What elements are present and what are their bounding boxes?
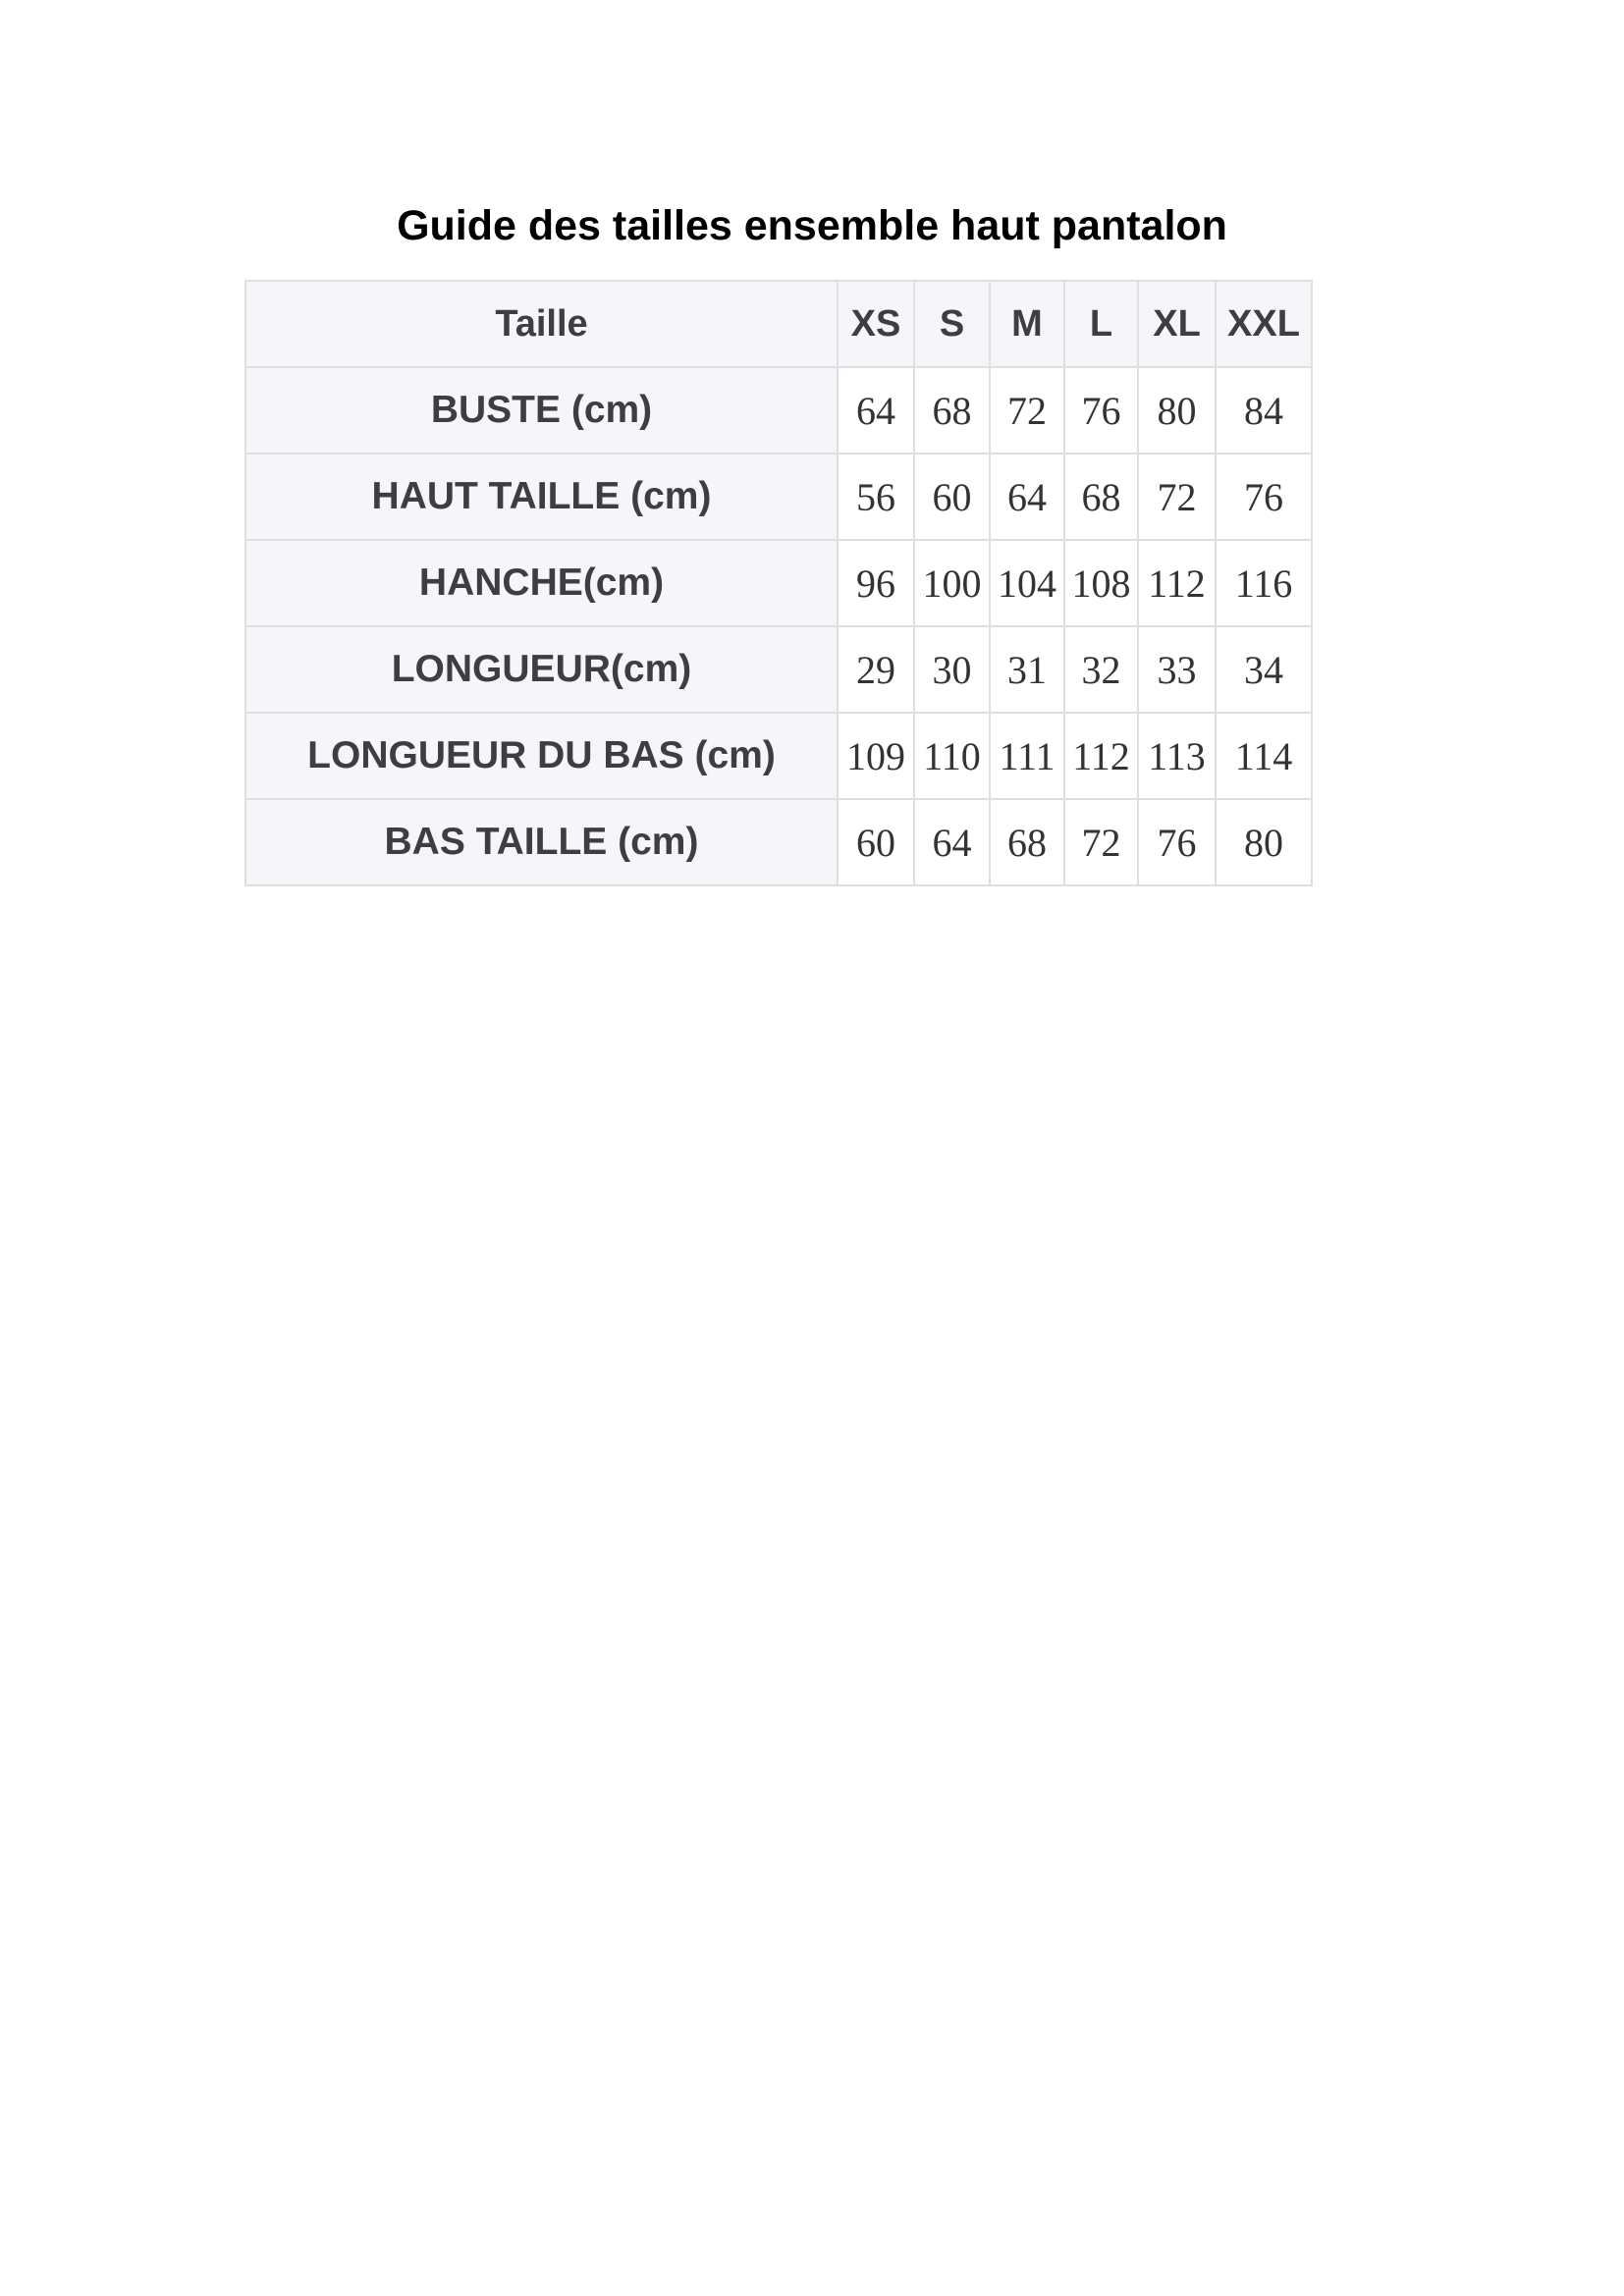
table-row-bas-taille [245, 799, 1312, 885]
row-label-hanche: HANCHE(cm) [245, 540, 838, 626]
size-guide-table-container [244, 280, 1311, 886]
table-row-longueur [245, 626, 1312, 713]
size-value-cell: 72 [1138, 454, 1216, 540]
size-value-cell: 56 [838, 454, 914, 540]
size-value-cell: 68 [1064, 454, 1138, 540]
size-value-cell: 114 [1216, 713, 1312, 799]
size-value-cell: 60 [838, 799, 914, 885]
table-row-haut-taille [245, 454, 1312, 540]
size-value-cell: 68 [990, 799, 1064, 885]
size-value-cell: 111 [990, 713, 1064, 799]
column-header-m: M [990, 281, 1064, 367]
size-value-cell: 76 [1064, 367, 1138, 454]
table-row-buste [245, 367, 1312, 454]
page-title: Guide des tailles ensemble haut pantalon [397, 202, 1227, 249]
row-label-buste: BUSTE (cm) [245, 367, 838, 454]
size-value-cell: 84 [1216, 367, 1312, 454]
size-value-cell: 72 [990, 367, 1064, 454]
column-header-xl: XL [1138, 281, 1216, 367]
size-value-cell: 30 [914, 626, 990, 713]
size-value-cell: 112 [1064, 713, 1138, 799]
size-value-cell: 109 [838, 713, 914, 799]
row-label-longueur-du-bas: LONGUEUR DU BAS (cm) [245, 713, 838, 799]
table-row-longueur-du-bas [245, 713, 1312, 799]
size-value-cell: 80 [1216, 799, 1312, 885]
row-label-bas-taille: BAS TAILLE (cm) [245, 799, 838, 885]
size-value-cell: 110 [914, 713, 990, 799]
size-guide-table [244, 280, 1313, 886]
size-value-cell: 113 [1138, 713, 1216, 799]
size-value-cell: 68 [914, 367, 990, 454]
column-header-taille: Taille [245, 281, 838, 367]
size-value-cell: 76 [1138, 799, 1216, 885]
size-value-cell: 64 [914, 799, 990, 885]
size-value-cell: 76 [1216, 454, 1312, 540]
column-header-xs: XS [838, 281, 914, 367]
row-label-longueur: LONGUEUR(cm) [245, 626, 838, 713]
column-header-s: S [914, 281, 990, 367]
size-value-cell: 32 [1064, 626, 1138, 713]
table-row-hanche [245, 540, 1312, 626]
row-label-haut-taille: HAUT TAILLE (cm) [245, 454, 838, 540]
column-header-l: L [1064, 281, 1138, 367]
size-value-cell: 64 [990, 454, 1064, 540]
size-value-cell: 31 [990, 626, 1064, 713]
size-value-cell: 96 [838, 540, 914, 626]
size-value-cell: 72 [1064, 799, 1138, 885]
column-header-xxl: XXL [1216, 281, 1312, 367]
size-value-cell: 29 [838, 626, 914, 713]
size-value-cell: 104 [990, 540, 1064, 626]
size-value-cell: 116 [1216, 540, 1312, 626]
size-value-cell: 64 [838, 367, 914, 454]
size-value-cell: 100 [914, 540, 990, 626]
size-value-cell: 112 [1138, 540, 1216, 626]
size-value-cell: 33 [1138, 626, 1216, 713]
size-value-cell: 80 [1138, 367, 1216, 454]
header-row [245, 281, 1312, 367]
size-value-cell: 108 [1064, 540, 1138, 626]
size-value-cell: 60 [914, 454, 990, 540]
size-value-cell: 34 [1216, 626, 1312, 713]
